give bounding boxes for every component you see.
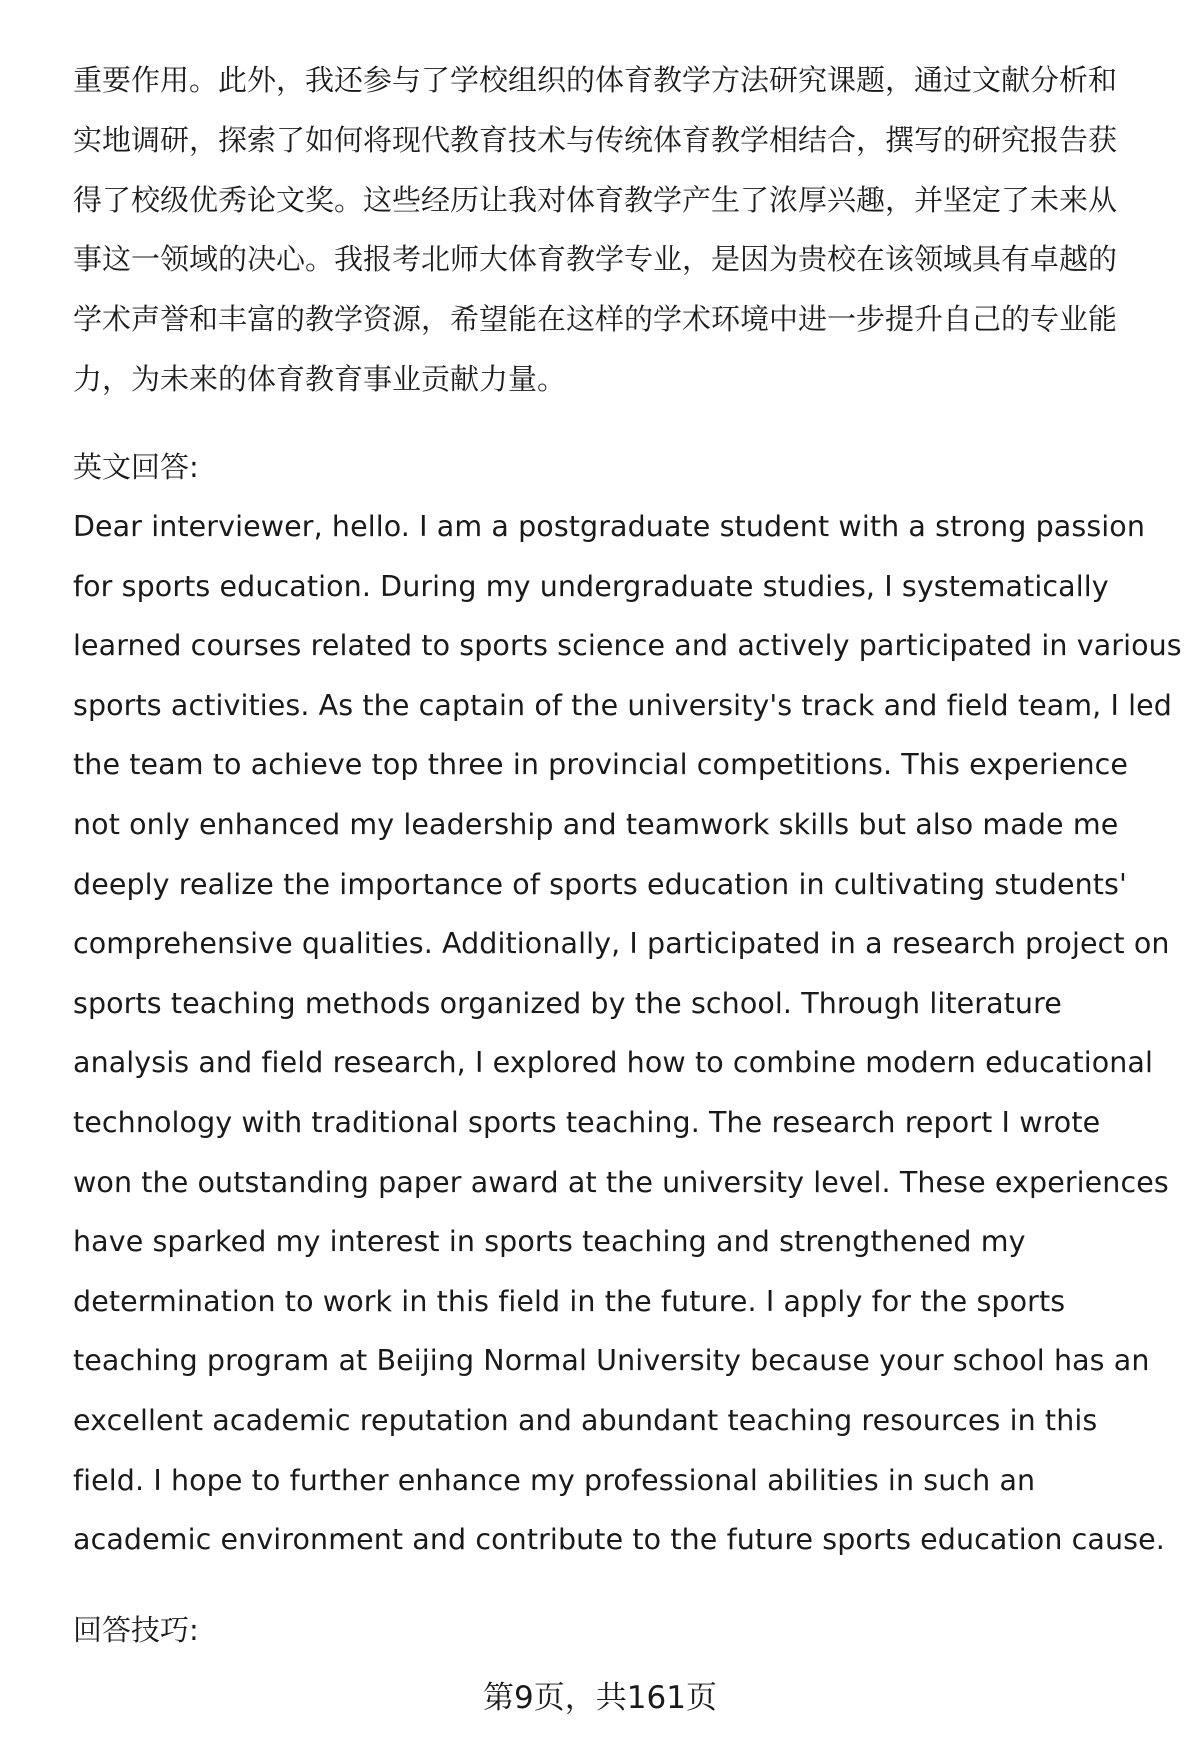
english-answer-line: Dear interviewer, hello. I am a postgraduate student with a strong passion — [73, 510, 1145, 543]
chinese-answer-line: 学术声誉和丰富的教学资源，希望能在这样的学术环境中进一步提升自己的专业能 — [73, 302, 1118, 337]
english-answer-line: academic environment and contribute to the future sports education cause. — [73, 1523, 1165, 1557]
english-answer-line: for sports education. During my undergraduate studies, I systematically — [73, 569, 1109, 603]
english-answer-line: the team to achieve top three in provincial competitions. This experience — [73, 748, 1129, 782]
english-answer-line: not only enhanced my leadership and teamwork skills but also made me — [73, 808, 1119, 841]
english-answer-line: sports activities. As the captain of the university's track and field team, I led — [73, 688, 1172, 722]
english-answer-line: deeply realize the importance of sports education in cultivating students' — [73, 867, 1127, 901]
english-answer-line: have sparked my interest in sports teaching and strengthened my — [73, 1225, 1026, 1259]
tips-heading: 回答技巧: — [73, 1613, 199, 1647]
english-answer-heading: 英文回答: — [73, 450, 199, 484]
english-answer-line: comprehensive qualities. Additionally, I participated in a research project on — [73, 927, 1170, 961]
chinese-answer-line: 事这一领域的决心。我报考北师大体育教学专业，是因为贵校在该领域具有卓越的 — [73, 242, 1118, 277]
chinese-answer-line: 重要作用。此外，我还参与了学校组织的体育教学方法研究课题，通过文献分析和 — [73, 63, 1118, 97]
english-answer-line: teaching program at Beijing Normal University because your school has an — [73, 1344, 1150, 1378]
english-answer-line: field. I hope to further enhance my professional abilities in such an — [73, 1463, 1036, 1497]
chinese-answer-line: 力，为未来的体育教育事业贡献力量。 — [73, 362, 567, 396]
english-answer-line: excellent academic reputation and abundant teaching resources in this — [73, 1404, 1098, 1437]
english-answer-line: analysis and field research, I explored how to combine modern educational — [73, 1046, 1154, 1080]
english-answer-line: learned courses related to sports science and actively participated in various — [73, 629, 1182, 663]
chinese-answer-line: 实地调研，探索了如何将现代教育技术与传统体育教学相结合，撰写的研究报告获 — [73, 122, 1118, 157]
chinese-answer-line: 得了校级优秀论文奖。这些经历让我对体育教学产生了浓厚兴趣，并坚定了未来从 — [73, 182, 1118, 217]
english-answer-line: won the outstanding paper award at the university level. These experiences — [73, 1165, 1169, 1199]
english-answer-line: sports teaching methods organized by the school. Through literature — [73, 986, 1062, 1020]
english-answer-line: technology with traditional sports teaching. The research report I wrote — [73, 1106, 1101, 1139]
english-answer-line: determination to work in this field in the future. I apply for the sports — [73, 1284, 1066, 1318]
page-footer: 第9页，共161页 — [483, 1680, 717, 1716]
